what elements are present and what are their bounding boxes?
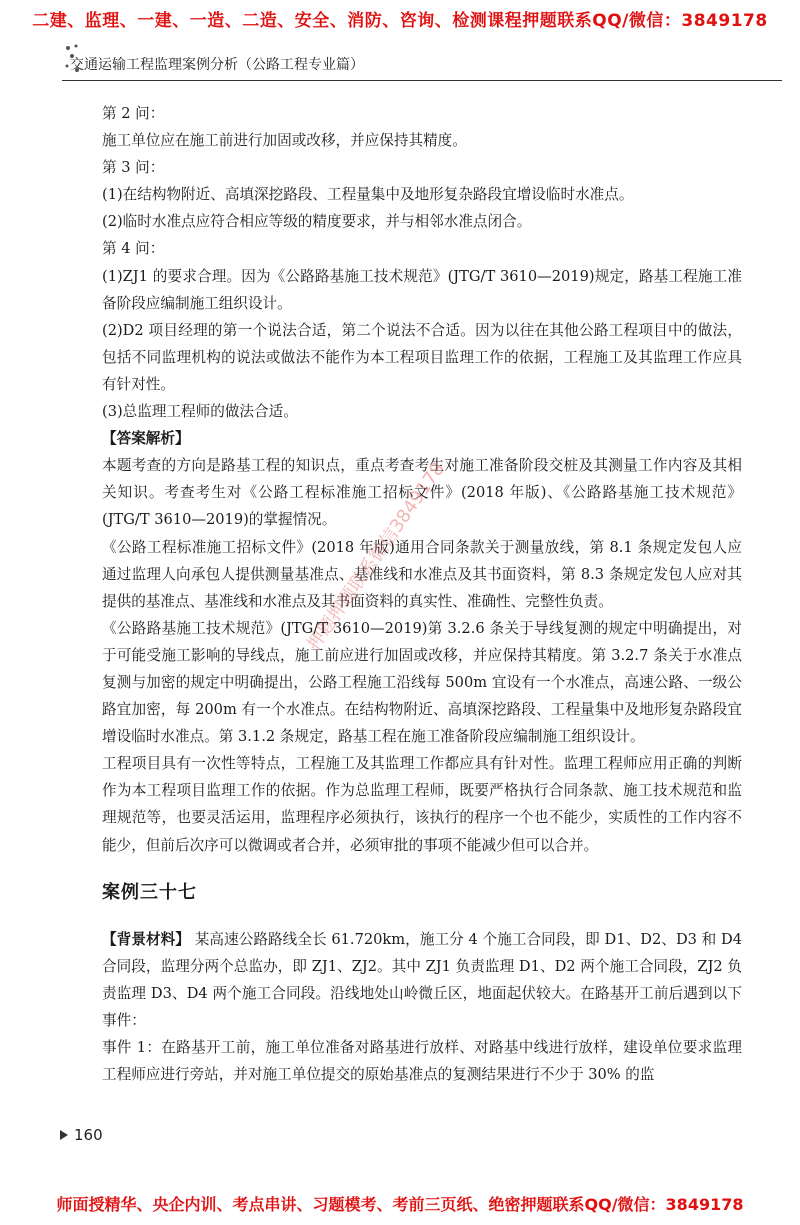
analysis-paragraph-3: 《公路路基施工技术规范》(JTG/T 3610—2019)第 3.2.6 条关于导线复测的规定中明确提出，对于可能受施工影响的导线点，施工前应进行加固或改移，并应保持其精度。第 3.2.7 条关于水准点复测与加密的规定中明确提出，公路工程施工沿线每 500m 宜设有一个水准点，高速公路、一级公路宜加密，每 200m 有一个水准点。在结构物附近、高填深挖路段、工程量集中及地形复杂路段宜增设临时水准点。第 3.1.2 条规定，路基工程在施工准备阶段应编制施工组织设计。 [102, 619, 742, 746]
case-title: 案例三十七 [102, 881, 197, 903]
q4-label: 第 4 问： [102, 240, 165, 258]
analysis-paragraph-2: 《公路工程标准施工招标文件》(2018 年版)通用合同条款关于测量放线，第 8.1 条规定发包人应通过监理人向承包人提供测量基准点、基准线和水准点及其书面资料，第 8.3 条规定发包人应对其提供的基准点、基准线和水准点及其书面资料的真实性、准确性、完整性负责。 [102, 538, 742, 610]
running-header: 交通运输工程监理案例分析（公路工程专业篇） [70, 57, 364, 73]
page-marker-icon [60, 1130, 68, 1140]
header-divider [62, 80, 782, 81]
q2-answer: 施工单位应在施工前进行加固或改移，并应保持其精度。 [102, 132, 467, 150]
background-text: 某高速公路路线全长 61.720km，施工分 4 个施工合同段，即 D1、D2、D3 和 D4 合同段，监理分两个总监办，即 ZJ1、ZJ2。其中 ZJ1 负责监理 D1、D2 两个施工合同段，ZJ2 负责监理 D3、D4 两个施工合同段。沿线地处山岭微丘区，地面起伏较大。在路基开工前后遇到以下事件： [102, 930, 743, 1029]
promo-banner-bottom: 师面授精华、央企内训、考点串讲、习题模考、考前三页纸、绝密押题联系QQ/微信：3849178 [56, 1195, 744, 1214]
q4-answer-2: (2)D2 项目经理的第一个说法合适，第二个说法不合适。因为以往在其他公路工程项目中的做法，包括不同监理机构的说法或做法不能作为本工程项目监理工作的依据，工程施工及其监理工作应具有针对性。 [102, 321, 742, 393]
q4-answer-3: (3)总监理工程师的做法合适。 [102, 403, 298, 421]
background-label: 【背景材料】 [102, 930, 190, 948]
promo-banner-top: 二建、监理、一建、一造、二造、安全、消防、咨询、检测课程押题联系QQ/微信：3849178 [32, 11, 768, 31]
page-number: 160 [74, 1126, 103, 1144]
analysis-paragraph-1: 本题考查的方向是路基工程的知识点，重点考查考生对施工准备阶段交桩及其测量工作内容及其相关知识。考查考生对《公路工程标准施工招标文件》(2018 年版)、《公路路基施工技术规范》(JTG/T 3610—2019)的掌握情况。 [102, 457, 742, 529]
background-paragraph [102, 926, 742, 1034]
event-1-paragraph: 事件 1：在路基开工前，施工单位准备对路基进行放样、对路基中线进行放样，建设单位要求监理工程师应进行旁站，并对施工单位提交的原始基准点的复测结果进行不少于 30% 的监 [102, 1039, 742, 1084]
q3-answer-2: (2)临时水准点应符合相应等级的精度要求，并与相邻水准点闭合。 [102, 213, 532, 231]
q3-answer-1: (1)在结构物附近、高填深挖路段、工程量集中及地形复杂路段宜增设临时水准点。 [102, 186, 634, 204]
page-content [102, 100, 742, 1088]
q3-label: 第 3 问： [102, 159, 165, 177]
watermark-text: 押题押题联系微信3849178 [303, 458, 450, 655]
q2-label: 第 2 问： [102, 105, 165, 122]
analysis-paragraph-4: 工程项目具有一次性等特点，工程施工及其监理工作都应具有针对性。监理工程师应用正确的判断作为本工程项目监理工作的依据。作为总监理工程师，既要严格执行合同条款、施工技术规范和监理规范等，也要灵活运用，监理程序必须执行，该执行的程序一个也不能少，实质性的工作内容不能少，但前后次序可以微调或者合并，必须审批的事项不能减少但可以合并。 [102, 755, 742, 854]
analysis-heading: 【答案解析】 [102, 430, 190, 448]
q4-answer-1: (1)ZJ1 的要求合理。因为《公路路基施工技术规范》(JTG/T 3610—2019)规定，路基工程施工准备阶段应编制施工组织设计。 [102, 267, 742, 312]
